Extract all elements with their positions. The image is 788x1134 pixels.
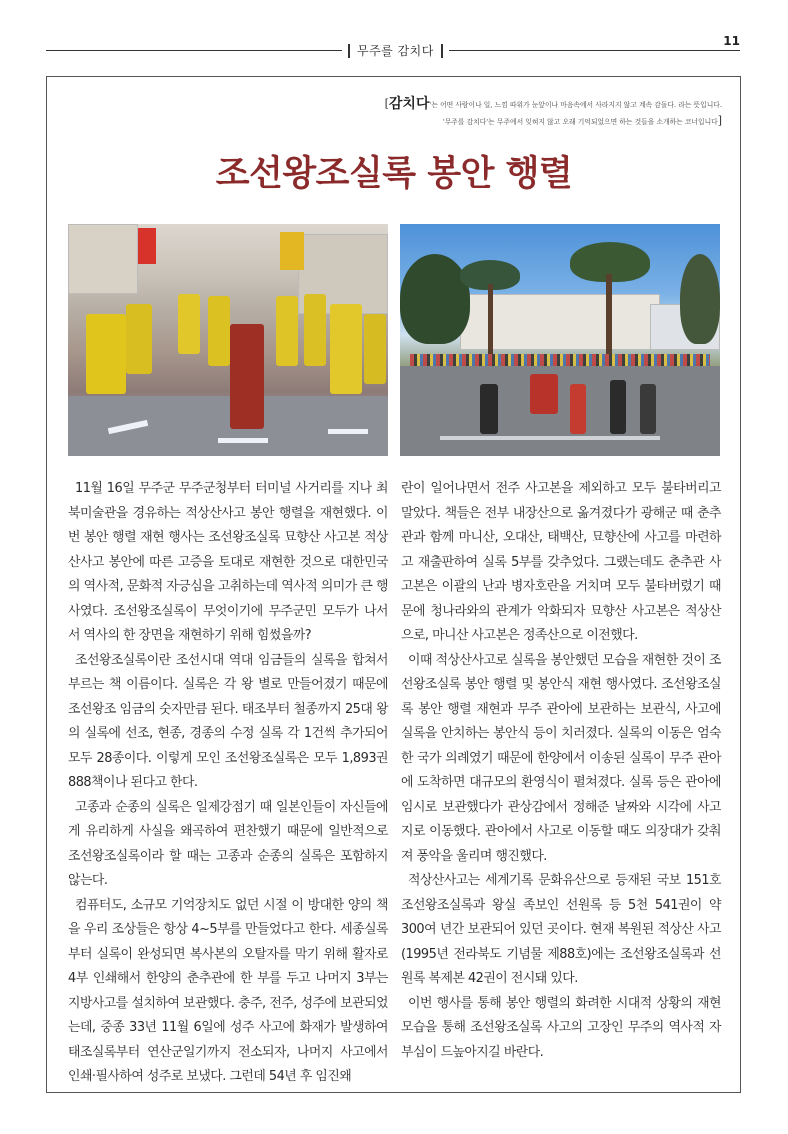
section-header bbox=[342, 42, 449, 59]
intro-line-1 bbox=[385, 96, 722, 113]
photo-procession-street bbox=[68, 224, 388, 456]
body-paragraph: 이번 행사를 통해 봉안 행렬의 화려한 시대적 상황의 재현 모습을 통해 조선왕조실록 사고의 고장인 무주의 역사적 자부심이 드높아지길 바란다. bbox=[401, 995, 721, 1060]
body-paragraph: 11월 16일 무주군 무주군청부터 터미널 사거리를 지나 최북미술관을 경유하는 적상산사고 봉안 행렬을 재현했다. 이번 봉안 행렬 재현 행사는 조선왕조실록 묘향산 사고본 적상산사고 봉안에 따른 고증을 토대로 재현한 것으로 대한민국의 역사적, 문화적 자긍심을 고취하는데 역사적 의미가 큰 행사였다. 조선왕조실록이 무엇이기에 무주군민 모두가 나서서 역사의 한 장면을 재현하기 위해 힘썼을까? bbox=[68, 481, 388, 643]
intro-line-2 bbox=[385, 113, 722, 130]
body-paragraph: 컴퓨터도, 소규모 기억장치도 없던 시절 이 방대한 양의 책을 우리 조상들은 항상 4~5부를 만들었다고 한다. 세종실록부터 실록이 완성되면 복사본의 오탈자를 막기 위해 활자로 4부 인쇄해서 한양의 춘추관에 한 부를 두고 나머지 3부는 지방사고를 설치하여 보관했다. 충주, 전주, 성주에 보관되었는데, 중종 33년 11월 6일에 성주 사고에 화재가 발생하여 태조실록부터 연산군일기까지 전소되자, 나머지 사고에서 인쇄·필사하여 성주로 보냈다. 그런데 54년 후 임진왜 bbox=[68, 897, 388, 1084]
photo-procession-plaza bbox=[400, 224, 720, 456]
intro-line-2-text: '무주를 감치다'는 무주에서 잊혀지 않고 오래 기억되었으면 하는 것들을 소개하는 코너입니다 bbox=[442, 118, 718, 126]
corner-intro bbox=[385, 96, 722, 130]
body-paragraph: 적상산사고는 세계기록 문화유산으로 등재된 국보 151호 조선왕조실록과 왕실 족보인 선원록 등 5천 541권이 약 300여 년간 보관되어 있던 곳이다. 현재 복원된 적상산 사고(1995년 전라북도 기념물 제88호)에는 조선왕조실록과 선원록 복제본 42권이 전시돼 있다. bbox=[401, 873, 721, 986]
corner-brand: 감치다 bbox=[388, 96, 430, 112]
body-paragraph: 란이 일어나면서 전주 사고본을 제외하고 모두 불타버리고 말았다. 책들은 전부 내장산으로 옮겨졌다가 광해군 때 춘추관과 함께 마니산, 오대산, 태백산, 묘향산에 사고를 마련하고 재출판하여 실록 5부를 갖추었다. 그랬는데도 춘추관 사고본은 이괄의 난과 병자호란을 거치며 모두 불타버렸기 때문에 청나라와의 관계가 악화되자 묘향산 사고본은 적상산으로, 마니산 사고본은 정족산으로 이전했다. bbox=[401, 481, 721, 643]
article-body-left bbox=[68, 477, 388, 1090]
section-divider-right bbox=[441, 44, 443, 58]
intro-line-1-text: '는 어떤 사람이나 일, 느낌 따위가 눈앞이나 마음속에서 사라지지 않고 계속 감돌다. 라는 뜻입니다. bbox=[429, 101, 722, 109]
intro-bracket-open: [ bbox=[384, 97, 389, 110]
body-paragraph: 이때 적상산사고로 실록을 봉안했던 모습을 재현한 것이 조선왕조실록 봉안 행렬 및 봉안식 재현 행사였다. 조선왕조실록 봉안 행렬 재현과 무주 관아에 보관하는 보관식, 사고에 실록을 안치하는 봉안식 등이 치러졌다. 실록의 이동은 엄숙한 국가 의례였기 때문에 한양에서 이송된 실록이 무주 관아에 도착하면 대규모의 환영식이 펼쳐졌다. 실록 등은 관아에 임시로 보관했다가 관상감에서 정해준 날짜와 시각에 사고지로 이동했다. 관아에서 사고로 이동할 때도 의장대가 갖춰져 풍악을 울리며 행진했다. bbox=[401, 652, 721, 864]
body-paragraph: 고종과 순종의 실록은 일제강점기 때 일본인들이 자신들에게 유리하게 사실을 왜곡하여 편찬했기 때문에 일반적으로 조선왕조실록이라 할 때는 고종과 순종의 실록은 포함하지 않는다. bbox=[68, 799, 388, 888]
article-headline: 조선왕조실록 봉안 행렬 bbox=[215, 154, 573, 194]
article-body-right bbox=[401, 477, 721, 1065]
intro-bracket-close: ] bbox=[717, 114, 722, 127]
page-number: 11 bbox=[723, 34, 740, 48]
section-label: 무주를 감치다 bbox=[357, 44, 434, 58]
body-paragraph: 조선왕조실록이란 조선시대 역대 임금들의 실록을 합쳐서 부르는 책 이름이다. 실록은 각 왕 별로 만들어졌기 때문에 조선왕조 임금의 숫자만큼 된다. 태조부터 철종까지 25대 왕의 실록에 선조, 현종, 경종의 수정 실록 각 1건씩 추가되어 모두 28종이다. 이렇게 모인 조선왕조실록은 모두 1,893권 888책이나 된다고 한다. bbox=[68, 652, 388, 790]
